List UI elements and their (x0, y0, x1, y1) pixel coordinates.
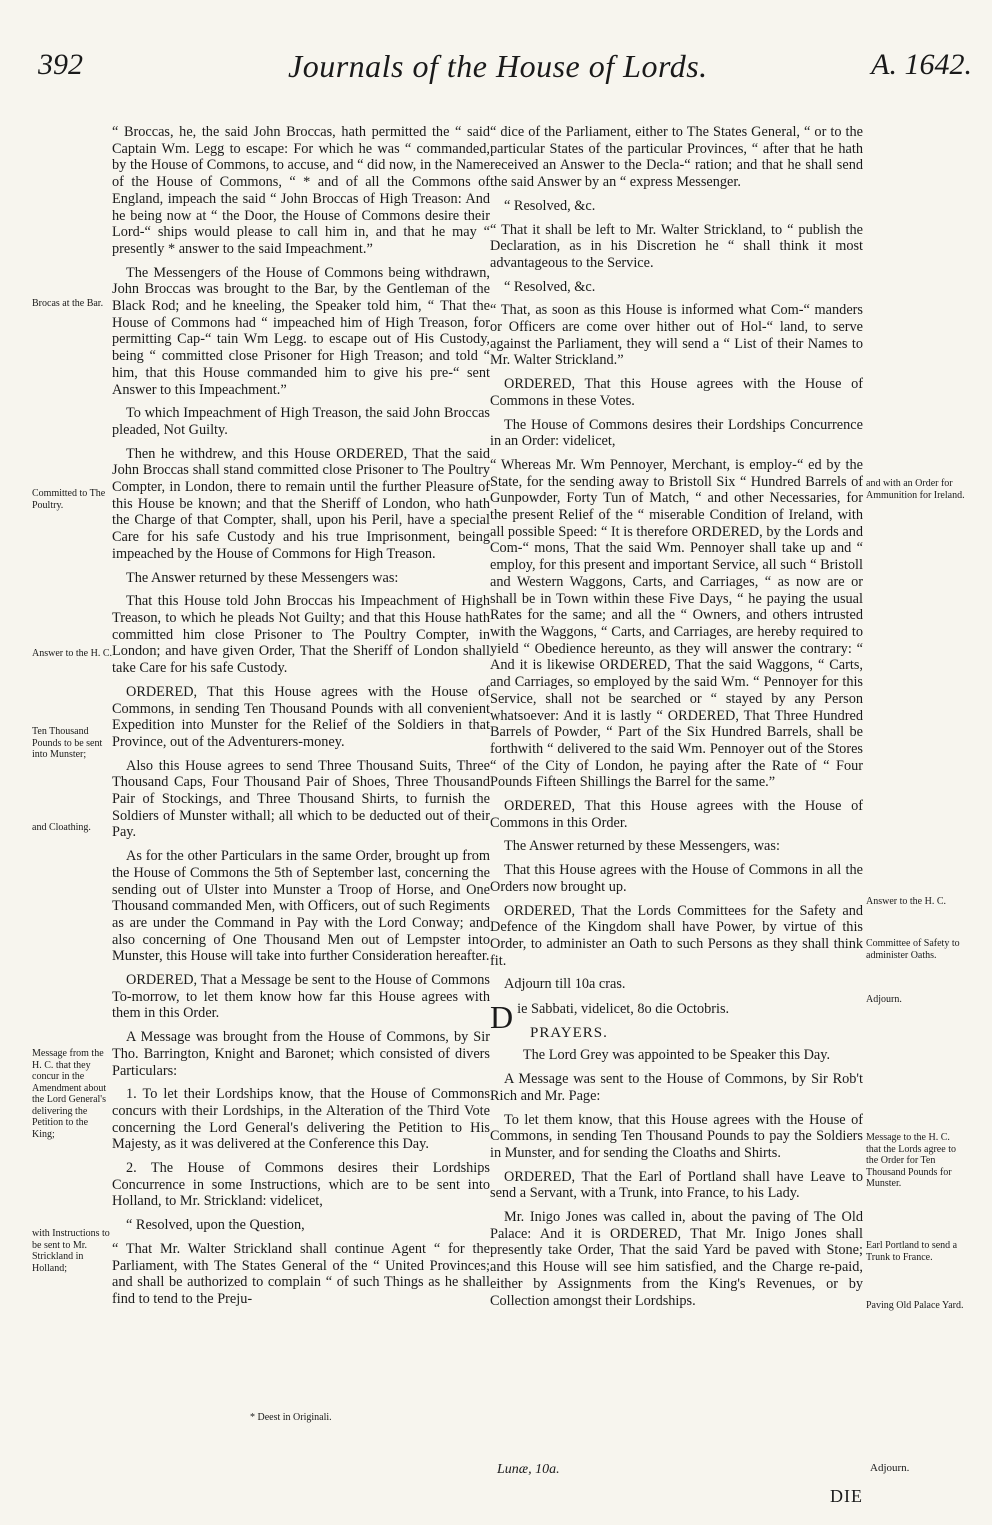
paragraph: ORDERED, That this House agrees with the House of Commons, in sending Ten Thousand Pounds with all convenient Expedition into Munster for the Relief of the Soldiers in that Province, out of the Adventurers-money. (112, 683, 490, 750)
paragraph: “ Whereas Mr. Wm Pennoyer, Merchant, is employ-“ ed by the State, for the sending away to Bristoll Six “ Hundred Barrels of Gunpowder, Forty Tun of Match, “ and other Necessaries, for the present Relief of the “ miserable Condition of Ireland, with all possible Speed: “ It is therefore ORDERED, by the Lords and Com-“ mons, That the said Wm. Pennoyer shall take up and “ employ, for this present and important Service, all such “ Bristoll and Western Waggons, Carts, and Carriages, “ as now are or shall be in Town within these Five Days, “ he paying the usual Rates for the same; and all the “ Owners, and others intrusted with the Waggons, “ Carts, and Carriages, are hereby required to yield “ Obedience hereunto, as they will answer the contrary: “ And it is likewise ORDERED, That the said Waggons, “ Carts, and Carriages, so employed by the said Wm. “ Pennoyer for this Service, shall not be searched or “ stayed by any Person whatsoever: And it is lastly “ ORDERED, That Three Hundred Barrels of Powder, “ Part of the Six Hundred Barrels, shall be forthwith “ delivered to the said Wm. Pennoyer out of the Stores “ of the City of London, he paying after the Rate of “ Four Pounds Fifteen Shillings the Barrel for the same.” (490, 456, 863, 791)
paragraph: The Lord Grey was appointed to be Speaker this Day. (522, 1047, 831, 1064)
drop-cap: D (490, 999, 514, 1036)
paragraph: ORDERED, That this House agrees with the House of Commons in these Votes. (490, 376, 863, 409)
paragraph: “ That Mr. Walter Strickland shall continue Agent “ for the Parliament, with The States General of the “ United Provinces; and shall be authorized to complain “ of such Things as he shall find to tend to the Preju- (112, 1240, 490, 1307)
paragraph: “ Broccas, he, the said John Broccas, hath permitted the “ said Captain Wm. Legg to escape: For which he was “ commanded, by the House of Commons, to accuse, and “ did now, in the Name of the House of Commons, “ * and of all the Commons of England, impeach the said “ John Broccas of High Treason: And he being now at “ the Door, the House of Commons desire their Lord-“ ships would please to call him in, and that he may “ presently * answer to the said Impeachment.” (112, 124, 490, 257)
margin-note: and with an Order for Ammunition for Ireland. (866, 478, 965, 501)
footnote: * Deest in Originali. (250, 1412, 332, 1423)
margin-note: Adjourn. (866, 994, 902, 1005)
paragraph: To let them know, that this House agrees with the House of Commons, in sending Ten Thousand Pounds to pay the Soldiers in Munster, and for sending the Cloaths and Shirts. (490, 1111, 863, 1161)
page-number: 392 (38, 48, 83, 81)
paragraph: As for the other Particulars in the same Order, brought up from the House of Commons the 5th of September last, concerning the sending out of Ulster into Munster a Troop of Horse, and One Thousand commanded Men, with Officers, out of such Regiments as are under the Command in Pay with the Lord Conway; and also concerning of One Thousand Men out of Lempster into Munster, this House will take into further Consideration hereafter. (112, 848, 490, 965)
paragraph: ORDERED, That the Earl of Portland shall have Leave to send a Servant, with a Trunk, into France, to his Lady. (490, 1168, 863, 1202)
page-header (28, 48, 972, 98)
paragraph: 1. To let their Lordships know, that the House of Commons concurs with their Lordships, in the Alteration of the Third Vote concerning the Lord General's delivering the Petition to His Majesty, as it was delivered at the Conference this Day. (112, 1086, 490, 1153)
page-title: Journals of the House of Lords. (288, 48, 708, 84)
paragraph: “ That, as soon as this House is informed what Com-“ manders or Officers are come over hither out of Hol-“ land, to serve against the Parliament, they will send a “ List of their Names to Mr. Walter Strickland.” (490, 302, 863, 369)
paragraph: “ Resolved, &c. (504, 278, 596, 295)
margin-note: Adjourn. (870, 1462, 910, 1474)
paragraph: To which Impeachment of High Treason, the said John Broccas pleaded, Not Guilty. (112, 405, 490, 438)
margin-note: Earl Portland to send a Trunk to France. (866, 1240, 958, 1263)
margin-note: Ten Thousand Pounds to be sent into Munster; (32, 726, 103, 760)
paragraph: A Message was brought from the House of Commons, by Sir Tho. Barrington, Knight and Baronet; which consisted of divers Particulars: (112, 1029, 490, 1079)
paragraph: Also this House agrees to send Three Thousand Suits, Three Thousand Caps, Four Thousand Pair of Shoes, Three Thousand Pair of Stockings, and Three Thousand Shirts, to furnish the Soldiers of Munster withall; all which to be deducted out of their Pay. (112, 757, 490, 841)
margin-note: and Cloathing. (32, 822, 91, 833)
paragraph: 2. The House of Commons desires their Lordships Concurrence in some Instructions, which are to be sent into Holland, to Mr. Strickland: videlicet, (112, 1160, 490, 1210)
paragraph: “ dice of the Parliament, either to The States General, “ or to the particular States of the particular Provinces, “ after that he hath received an Answer to the Decla-“ ration; and that he shall send the said Answer by an “ express Messenger. (490, 124, 863, 191)
margin-note: Message from the H. C. that they concur in the Amendment about the Lord General's delivering the Petition to the King; (32, 1048, 107, 1140)
paragraph: ORDERED, That a Message be sent to the House of Commons To-morrow, to let them know how far this House agrees with them in this Order. (112, 972, 490, 1022)
margin-note: Answer to the H. C. (866, 896, 946, 907)
paragraph: “ Resolved, upon the Question, (126, 1217, 305, 1234)
paragraph: The Answer returned by these Messengers was: (126, 569, 399, 586)
left-column (112, 124, 490, 1315)
margin-note: Committee of Safety to administer Oaths. (866, 938, 960, 961)
margin-note: Paving Old Palace Yard. (866, 1300, 964, 1311)
paragraph: ORDERED, That the Lords Committees for the Safety and Defence of the Kingdom shall have Power, by virtue of this Order, to administer an Oath to such Persons as they shall think fit. (490, 902, 863, 969)
day-heading-text: ie Sabbati, videlicet, 8o die Octobris. (517, 1001, 730, 1018)
paragraph: The Answer returned by these Messengers, was: (504, 838, 780, 855)
paragraph: A Message was sent to the House of Commons, by Sir Rob't Rich and Mr. Page: (490, 1071, 863, 1104)
prayers-heading: PRAYERS. (530, 1024, 608, 1041)
paragraph: The House of Commons desires their Lordships Concurrence in an Order: videlicet, (490, 416, 863, 450)
margin-note: Brocas at the Bar. (32, 298, 104, 309)
margin-note: Committed to The Poultry. (32, 488, 106, 511)
paragraph: Adjourn till 10a cras. (504, 976, 626, 993)
paragraph: The Messengers of the House of Commons being withdrawn, John Broccas was brought to the Bar, by the Gentleman of the Black Rod; and he kneeling, the Speaker told him, “ That the House of Commons had “ impeached him of High Treason, for permitting Cap-“ tain Wm Legg. to escape out of His Custody, being “ committed close Prisoner for High Treason; and told “ him, that this House commanded him to give his pre-“ sent Answer to this Impeachment.” (112, 264, 490, 398)
paragraph: Then he withdrew, and this House ORDERED, That the said John Broccas shall stand committed close Prisoner to The Poultry Compter, in London, there to remain until the further Pleasure of this House be known; and that the Sheriff of London, who hath the Charge of that Compter, shall, upon his Peril, have a special Care for his safe Custody and his true Imprisonment, being impeached by the House of Commons for High Treason. (112, 445, 490, 562)
page-year: A. 1642. (871, 48, 972, 81)
paragraph: That this House agrees with the House of Commons in all the Orders now brought up. (490, 862, 863, 895)
paragraph: ORDERED, That this House agrees with the House of Commons in this Order. (490, 798, 863, 831)
paragraph: Mr. Inigo Jones was called in, about the paving of The Old Palace: And it is ORDERED, That Mr. Inigo Jones shall presently take Order, That the said Yard be paved with Stone; and this House will see him satisfied, and the Charge re-paid, either by Assignments from the King's Revenues, or by Collection amongst their Lordships. (490, 1209, 863, 1309)
catchword: DIE (830, 1486, 863, 1506)
next-day-note: Lunæ, 10a. (497, 1462, 560, 1477)
margin-note: Answer to the H. C. (32, 648, 112, 659)
paragraph: “ That it shall be left to Mr. Walter Strickland, to “ publish the Declaration, as in his Discretion he “ shall think it most advantageous to the Service. (490, 221, 863, 271)
paragraph: That this House told John Broccas his Impeachment of High Treason, to which he pleads Not Guilty; and that this House hath committed him close Prisoner to The Poultry Compter, in London; and have given Order, That the Sheriff of London shall take Care for his safe Custody. (112, 593, 490, 677)
margin-note: Message to the H. C. that the Lords agree to the Order for Ten Thousand Pounds for Munster. (866, 1132, 956, 1189)
paragraph: “ Resolved, &c. (504, 197, 596, 214)
right-column (490, 124, 863, 1316)
margin-note: with Instructions to be sent to Mr. Strickland in Holland; (32, 1228, 110, 1274)
